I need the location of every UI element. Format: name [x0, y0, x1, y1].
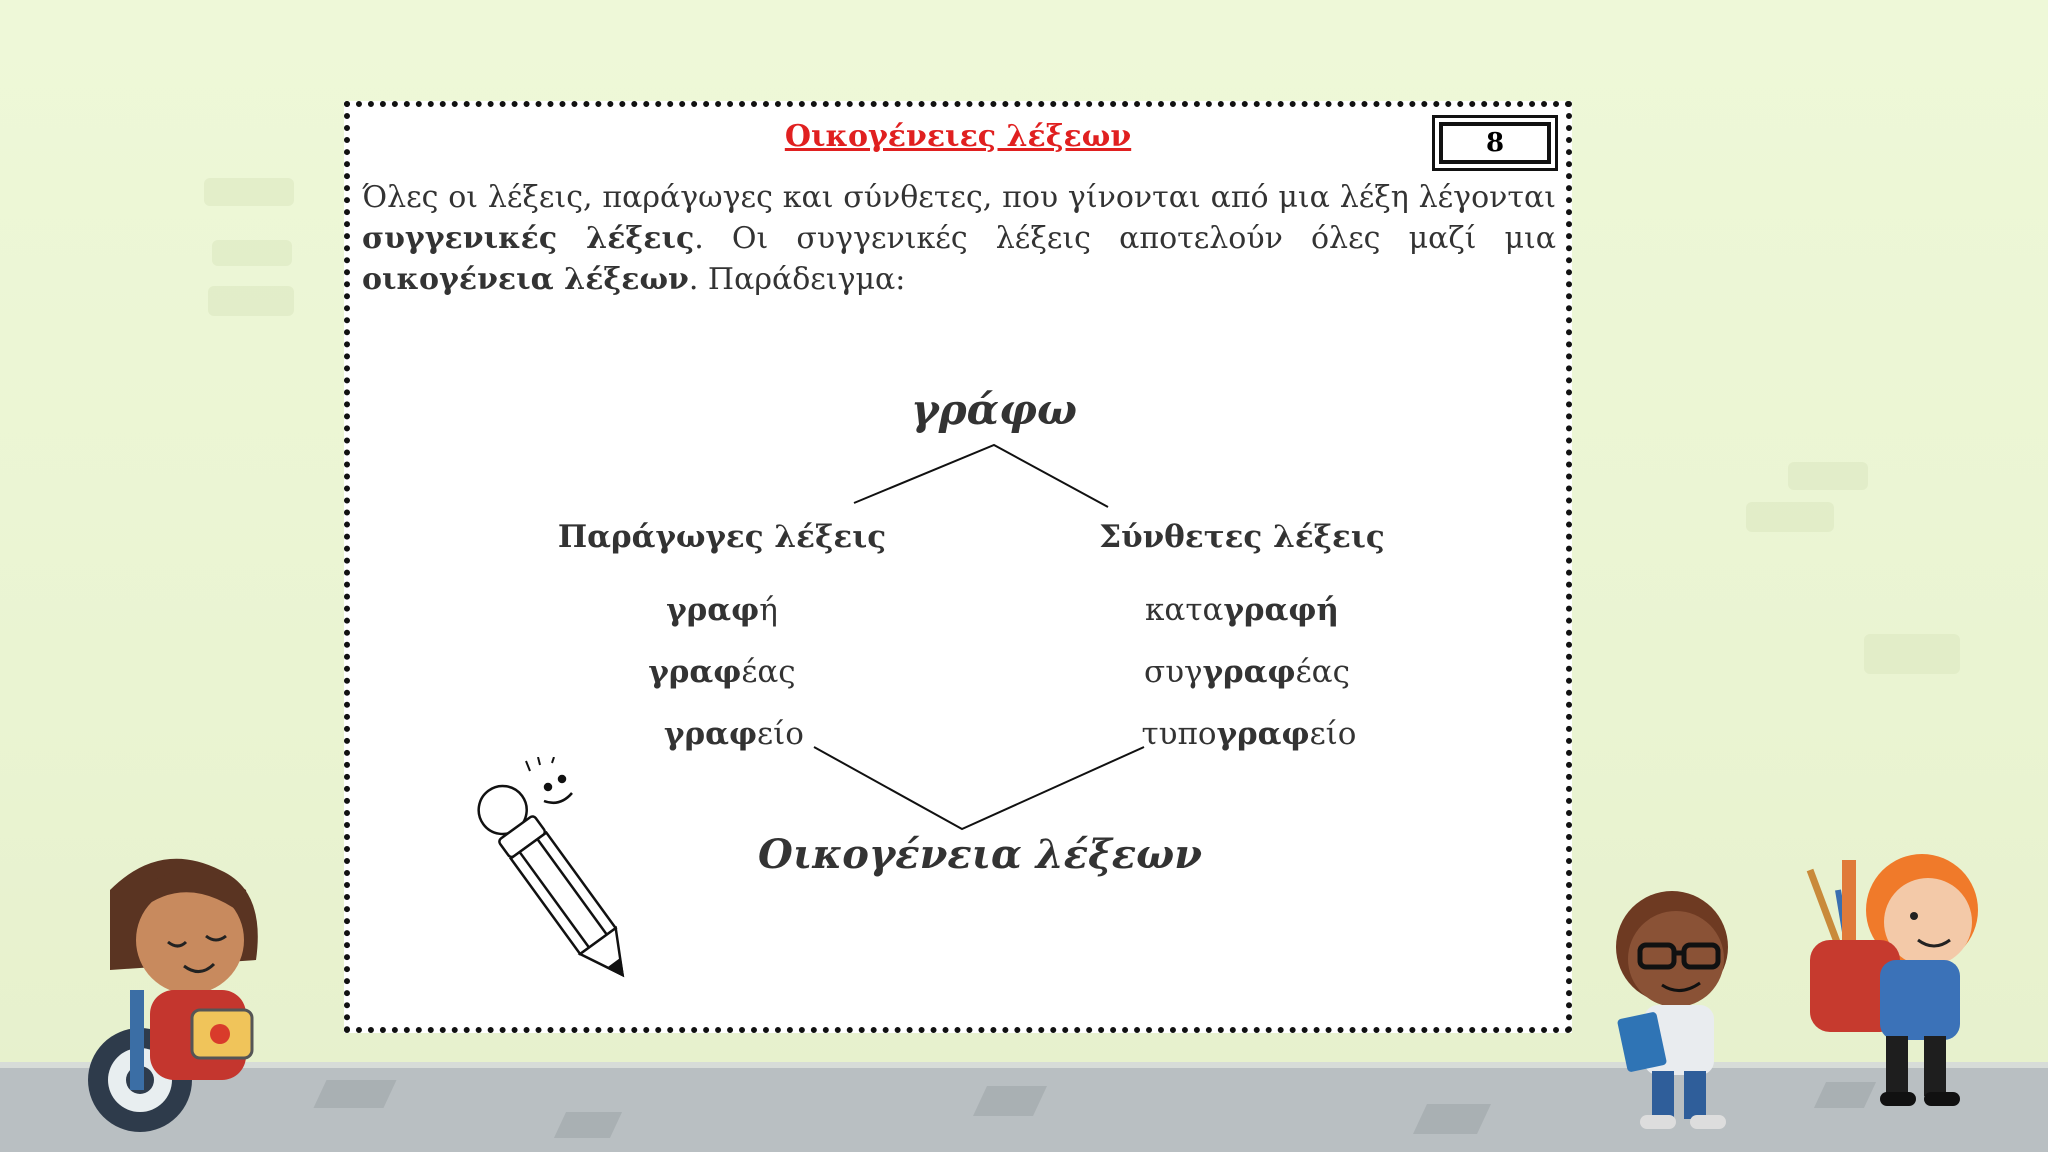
compound-words-column — [1052, 519, 1432, 765]
derived-word: γραφή — [666, 592, 778, 628]
background-brick — [1864, 634, 1960, 674]
derived-word: γραφέας — [648, 654, 796, 690]
background-brick — [1788, 462, 1868, 490]
background-brick — [1746, 502, 1834, 532]
compound-heading: Σύνθετες λέξεις — [1099, 519, 1385, 555]
pencil-cartoon-icon — [460, 757, 650, 1007]
boy-backpack-icon — [1800, 830, 2000, 1130]
background-brick — [212, 240, 292, 266]
lesson-card — [344, 101, 1572, 1033]
page-number: 8 — [1439, 122, 1551, 164]
compound-word: τυπογραφείο — [1141, 716, 1357, 752]
intro-paragraph: Όλες οι λέξεις, παράγωγες και σύνθετες, που γίνονται από μια λέξη λέγονται συγγενικές λέξεις. Οι συγγενικές λέξεις αποτελούν όλες μαζί μια οικογένεια λέξεων. Παράδειγμα: — [362, 180, 1557, 297]
family-label: Οικογένεια λέξεων — [758, 831, 1202, 878]
bold-term: συγγενικές λέξεις — [362, 221, 695, 256]
top-branch-line — [854, 445, 1108, 507]
bold-term: οικογένεια λέξεων — [362, 262, 689, 297]
derived-words-column — [532, 519, 912, 765]
compound-word: συγγραφέας — [1144, 654, 1350, 690]
boy-glasses-books-icon — [1600, 885, 1760, 1140]
girl-wheelchair-icon — [70, 850, 310, 1140]
background-brick — [208, 286, 294, 316]
background-brick — [204, 178, 294, 206]
card-title: Οικογένειες λέξεων — [784, 119, 1132, 154]
derived-word: γραφείο — [664, 716, 804, 752]
root-word: γράφω — [911, 385, 1077, 434]
compound-word: καταγραφή — [1145, 592, 1339, 628]
derived-heading: Παράγωγες λέξεις — [557, 519, 887, 555]
